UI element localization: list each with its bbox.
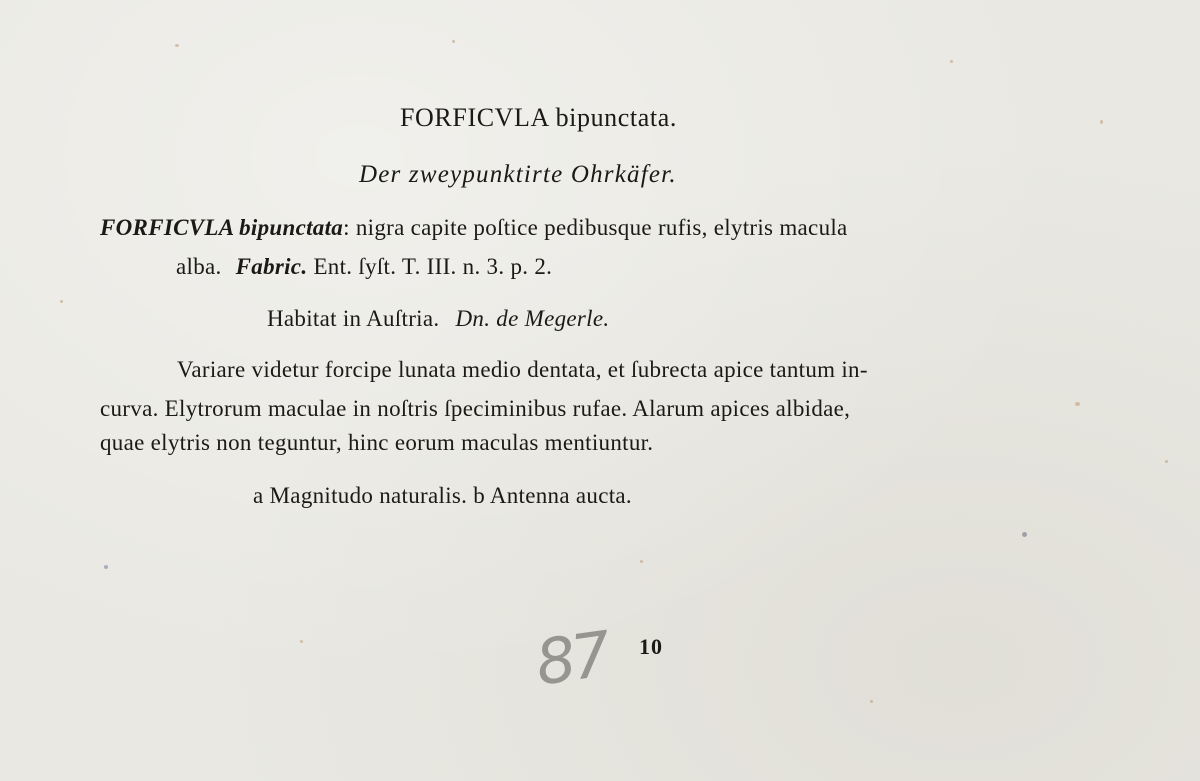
paper-fleck: [300, 640, 303, 643]
paper-fleck: [1075, 402, 1080, 406]
species-name: FORFICVLA bipunctata: [100, 215, 344, 240]
paper-fleck: [950, 60, 953, 63]
paper-fleck: [452, 40, 455, 43]
reference-citation: Ent. ſyſt. T. III. n. 3. p. 2.: [313, 254, 553, 279]
habitat-text: Habitat in Auſtria.: [267, 306, 440, 331]
paper-fleck: [1022, 532, 1027, 537]
pencil-annotation: 87: [531, 617, 612, 700]
page-number: 10: [639, 634, 663, 659]
paper-fleck: [870, 700, 873, 703]
remarks-line-2: curva. Elytrorum maculae in noſtris ſpeciminibus rufae. Alarum apices albidae,: [100, 396, 851, 421]
paper-fleck: [175, 44, 179, 47]
page-subtitle: Der zweypunktirte Ohrkäfer.: [359, 161, 677, 188]
habitat-collector: Dn. de Megerle.: [455, 306, 610, 331]
paper-fleck: [1165, 460, 1168, 463]
title-genus: FORFICVLA: [400, 103, 549, 132]
description-diagnosis: : nigra capite poſtice pedibusque rufis, elytris macula: [343, 215, 848, 240]
remarks-line-1: Variare videtur forcipe lunata medio dentata, et ſubrecta apice tantum in-: [177, 357, 868, 382]
description-continuation: alba.: [176, 254, 222, 279]
paper-fleck: [1100, 120, 1103, 124]
paper-fleck: [104, 565, 108, 569]
page-title: [400, 103, 677, 133]
paper-fleck: [640, 560, 643, 563]
remarks-line-3: quae elytris non teguntur, hinc eorum maculas mentiuntur.: [100, 430, 654, 455]
description-line-1: [100, 215, 848, 241]
habitat-line: [267, 306, 609, 332]
figure-legend: a Magnitudo naturalis. b Antenna aucta.: [253, 483, 632, 508]
title-species: bipunctata.: [555, 103, 677, 132]
description-line-2: [176, 254, 552, 280]
reference-author: Fabric.: [235, 254, 308, 279]
paper-fleck: [60, 300, 63, 303]
